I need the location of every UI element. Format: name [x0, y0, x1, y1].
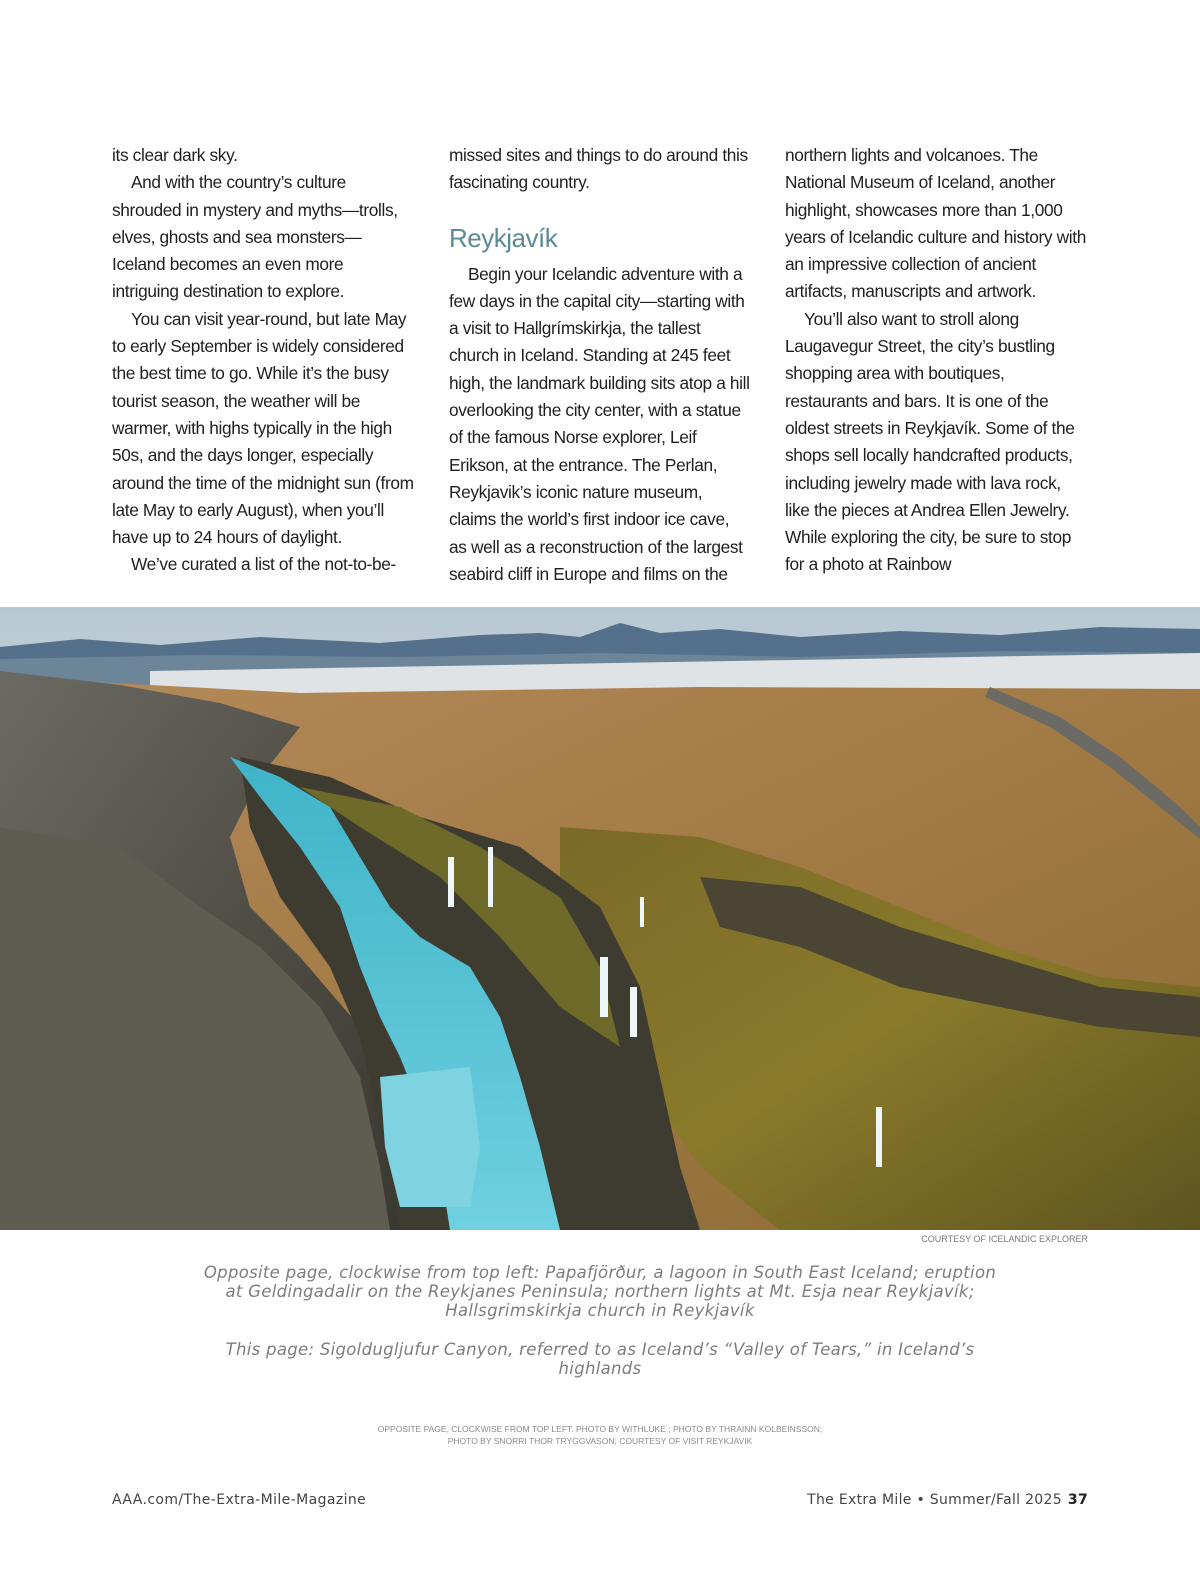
paragraph: You’ll also want to stroll along Laugavegur Street, the city’s bustling shopping area with boutiques, restaurants and bars. It is one of the oldest streets in Reykjavík. Some of the shops sell locally handcrafted products, including jewelry made with lava rock, like the pieces at Andrea Ellen Jewelry. While exploring the city, be sure to stop for a photo at Rainbow: [785, 308, 1075, 575]
photo-credit: COURTESY OF ICELANDIC EXPLORER: [921, 1234, 1088, 1244]
text-column-2: [449, 142, 751, 588]
page-number: 37: [1067, 1492, 1088, 1508]
credits-line: OPPOSITE PAGE, CLOCKWISE FROM TOP LEFT: PHOTO BY WITHLUKE ; PHOTO BY THRAINN KOLBEINSSON;: [377, 1424, 823, 1434]
photo-caption: Opposite page, clockwise from top left: Papafjörður, a lagoon in South East Iceland; eruption at Geldingadalir on the Reykjanes Peninsula; northern lights at Mt. Esja near Reykjavík; Hallsgrimskirkja church in Reykjavík: [203, 1263, 997, 1320]
paragraph: its clear dark sky.: [112, 145, 238, 165]
paragraph: We’ve curated a list of the not-to-be-: [131, 554, 396, 575]
photo-caption: This page: Sigoldugljufur Canyon, referred to as Iceland’s “Valley of Tears,” in Iceland’s highlands: [225, 1340, 975, 1378]
text-column-1: [112, 142, 414, 579]
canyon-photo: [0, 607, 1200, 1230]
paragraph: missed sites and things to do around this fascinating country.: [449, 145, 748, 193]
text-column-3: [785, 142, 1087, 579]
paragraph: And with the country’s culture shrouded in mystery and myths—trolls, elves, ghosts and sea monsters—Iceland becomes an even more intriguing destination to explore.: [112, 172, 398, 302]
footer-url: AAA.com/The-Extra-Mile-Magazine: [112, 1492, 367, 1508]
footer-issue: [807, 1492, 1088, 1508]
section-heading: Reykjavík: [449, 222, 558, 253]
issue-name: The Extra Mile • Summer/Fall 2025: [807, 1492, 1062, 1508]
article-body: [112, 142, 1088, 592]
paragraph: Begin your Icelandic adventure with a few days in the capital city—starting with a visit to Hallgrímskirkja, the tallest church in Iceland. Standing at 245 feet high, the landmark building sits atop a hill overlooking the city center, with a statue of the famous Norse explorer, Leif Erikson, at the entrance. The Perlan, Reykjavik’s iconic nature museum, claims the world’s first indoor ice cave, as well as a reconstruction of the largest seabird cliff in Europe and films on the: [449, 263, 750, 584]
photo-credits: [300, 1423, 900, 1447]
credits-line: PHOTO BY SNORRI THOR TRYGGVASON; COURTESY OF VISIT REYKJAVIK: [447, 1436, 753, 1446]
paragraph: northern lights and volcanoes. The National Museum of Iceland, another highlight, showcases more than 1,000 years of Icelandic culture and history with an impressive collection of ancient artifacts, manuscripts and artwork.: [785, 145, 1086, 302]
paragraph: You can visit year-round, but late May to early September is widely considered the best time to go. While it’s the busy tourist season, the weather will be warmer, with highs typically in the high 50s, and the days longer, especially around the time of the midnight sun (from late May to early August), when you’ll have up to 24 hours of daylight.: [112, 308, 414, 548]
